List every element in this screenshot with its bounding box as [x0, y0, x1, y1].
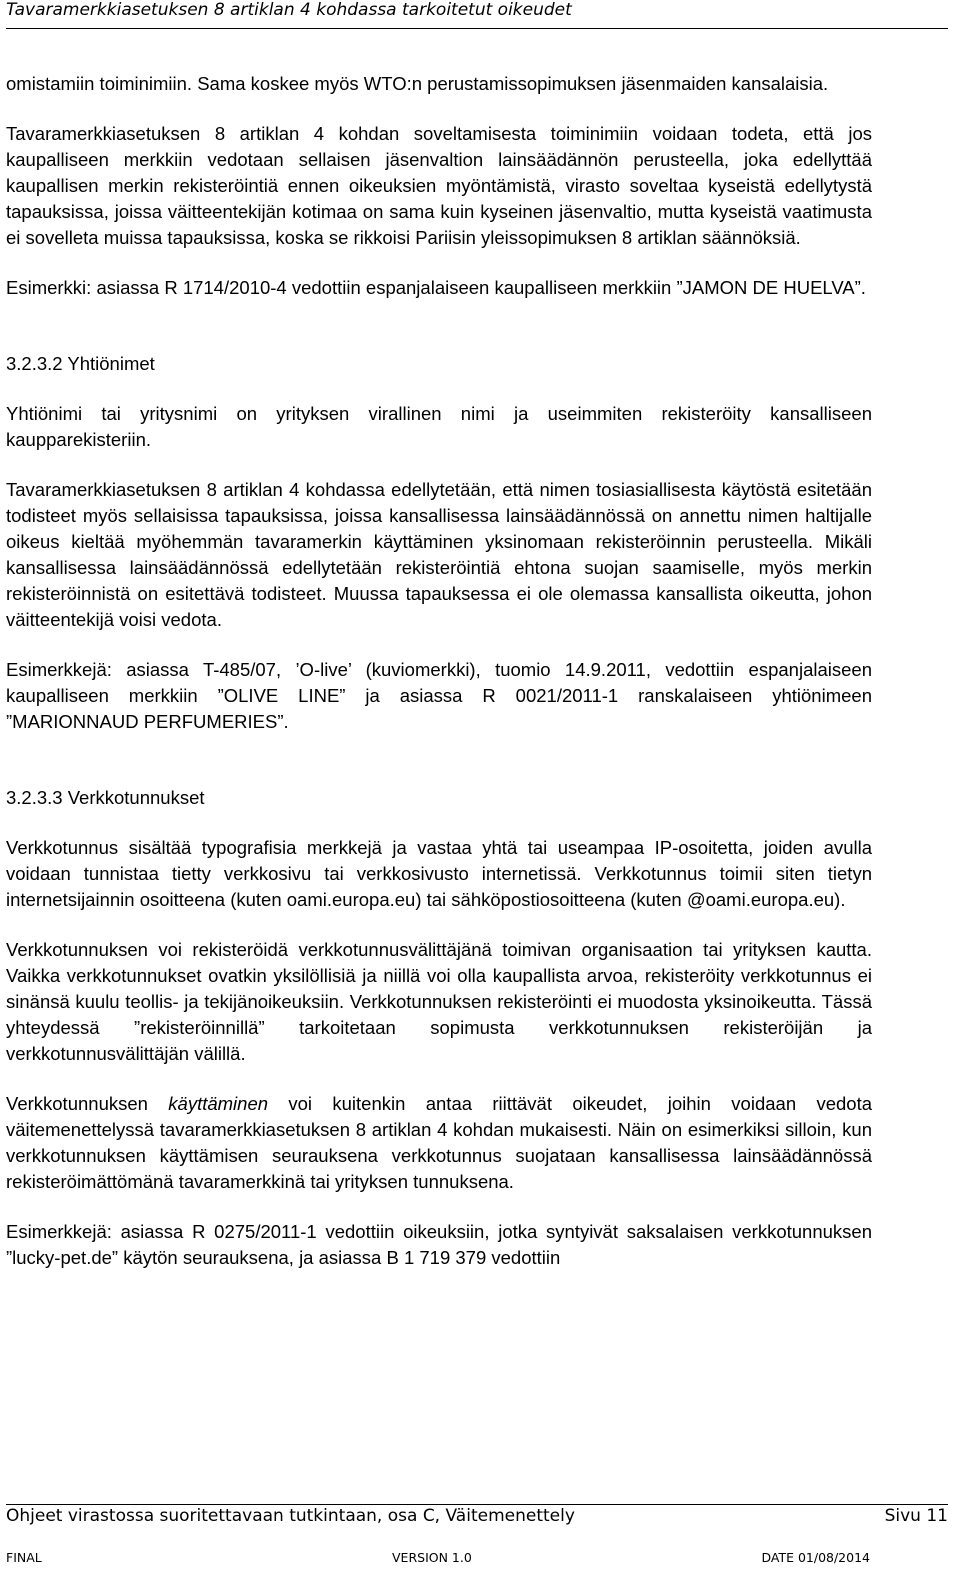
header-title: Tavaramerkkiasetuksen 8 artiklan 4 kohdassa tarkoitetut oikeudet [6, 0, 572, 20]
document-body [6, 71, 872, 1271]
section-heading: 3.2.3.3 Verkkotunnukset [6, 787, 205, 808]
section-heading: 3.2.3.2 Yhtiönimet [6, 353, 155, 374]
page-number: Sivu 11 [884, 1506, 948, 1526]
page-header [6, 0, 948, 29]
paragraph: Esimerkki: asiassa R 1714/2010-4 vedottiin espanjalaiseen kaupalliseen merkkiin ”JAMON DE HUELVA”. [6, 277, 866, 298]
paragraph: Verkkotunnuksen voi rekisteröidä verkkotunnusvälittäjänä toimivan organisaation tai yrityksen kautta. Vaikka verkkotunnukset ovatkin yksilöllisiä ja niillä voi olla kaupallista arvoa, rekisteröity verkkotunnus ei sinänsä kuulu teollis- ja tekijänoikeuksiin. Verkkotunnuksen rekisteröinti ei muodosta yksinoikeutta. Tässä yhteydessä ”rekisteröinnillä” tarkoitetaan sopimusta verkkotunnuksen rekisteröijän ja verkkotunnusvälittäjän välillä. [6, 939, 872, 1064]
paragraph-text: voi kuitenkin antaa riittävät oikeudet, joihin voidaan vedota väitemenettelyssä tavaramerkkiasetuksen 8 artiklan 4 kohdan mukaisesti. Näin on esimerkiksi silloin, kun verkkotunnuksen käyttämisen seurauksena verkkotunnus suojataan kansallisessa lainsäädännössä rekisteröimättömänä tavaramerkkinä tai yrityksen tunnuksena. [6, 1093, 872, 1192]
paragraph: Tavaramerkkiasetuksen 8 artiklan 4 kohdassa edellytetään, että nimen tosiasiallisesta käytöstä esitetään todisteet myös sellaisissa tapauksissa, joissa kansallisessa lainsäädännössä on annettu nimen haltijalle oikeus kieltää myöhemmän tavaramerkin käyttäminen yksinomaan rekisteröinnin perusteella. Mikäli kansallisessa lainsäädännössä edellytetään rekisteröintiä ehtona suojan saamiselle, myös merkin rekisteröinnistä on esitettävä todisteet. Muussa tapauksessa ei ole olemassa kansallista oikeutta, johon väitteentekijä voisi vedota. [6, 479, 872, 630]
footer-title: Ohjeet virastossa suoritettavaan tutkintaan, osa C, Väitemenettely [6, 1506, 575, 1526]
paragraph: Tavaramerkkiasetuksen 8 artiklan 4 kohdan soveltamisesta toiminimiin voidaan todeta, että jos kaupalliseen merkkiin vedotaan sellaisen jäsenvaltion lainsäädännön perusteella, joka edellyttää kaupallisen merkin rekisteröintiä ennen oikeuksien myöntämistä, virasto soveltaa kyseistä edellytystä tapauksissa, joissa väitteentekijän kotimaa on sama kuin kyseinen jäsenvaltio, mutta kyseistä vaatimusta ei sovelleta muissa tapauksissa, koska se rikkoisi Pariisin yleissopimuksen 8 artiklan säännöksiä. [6, 123, 872, 248]
version-label: VERSION 1.0 [392, 1550, 472, 1565]
paragraph [6, 1091, 872, 1195]
date-label: DATE 01/08/2014 [761, 1550, 870, 1565]
paragraph: Esimerkkejä: asiassa T-485/07, ’O-live’ (kuviomerkki), tuomio 14.9.2011, vedottiin espanjalaiseen kaupalliseen merkkiin ”OLIVE LINE” ja asiassa R 0021/2011-1 ranskalaiseen yhtiönimeen ”MARIONNAUD PERFUMERIES”. [6, 659, 872, 732]
paragraph: Verkkotunnus sisältää typografisia merkkejä ja vastaa yhtä tai useampaa IP-osoitetta, joiden avulla voidaan tunnistaa tietty verkkosivu tai verkkosivusto internetissä. Verkkotunnus toimii siten tietyn internetsijainnin osoitteena (kuten oami.europa.eu) tai sähköpostiosoitteena (kuten @oami.europa.eu). [6, 837, 872, 910]
status-label: FINAL [6, 1550, 42, 1565]
paragraph: omistamiin toiminimiin. Sama koskee myös WTO:n perustamissopimuksen jäsenmaiden kansalaisia. [6, 73, 829, 94]
paragraph: Esimerkkejä: asiassa R 0275/2011-1 vedottiin oikeuksiin, jotka syntyivät saksalaisen verkkotunnuksen ”lucky-pet.de” käytön seurauksena, ja asiassa B 1 719 379 vedottiin [6, 1221, 872, 1268]
paragraph: Yhtiönimi tai yritysnimi on yrityksen virallinen nimi ja useimmiten rekisteröity kansalliseen kaupparekisteriin. [6, 403, 872, 450]
paragraph-text: Verkkotunnuksen [6, 1093, 169, 1114]
emphasis-text: käyttäminen [168, 1093, 269, 1114]
page-footer [6, 1504, 948, 1533]
document-meta [6, 1549, 870, 1569]
